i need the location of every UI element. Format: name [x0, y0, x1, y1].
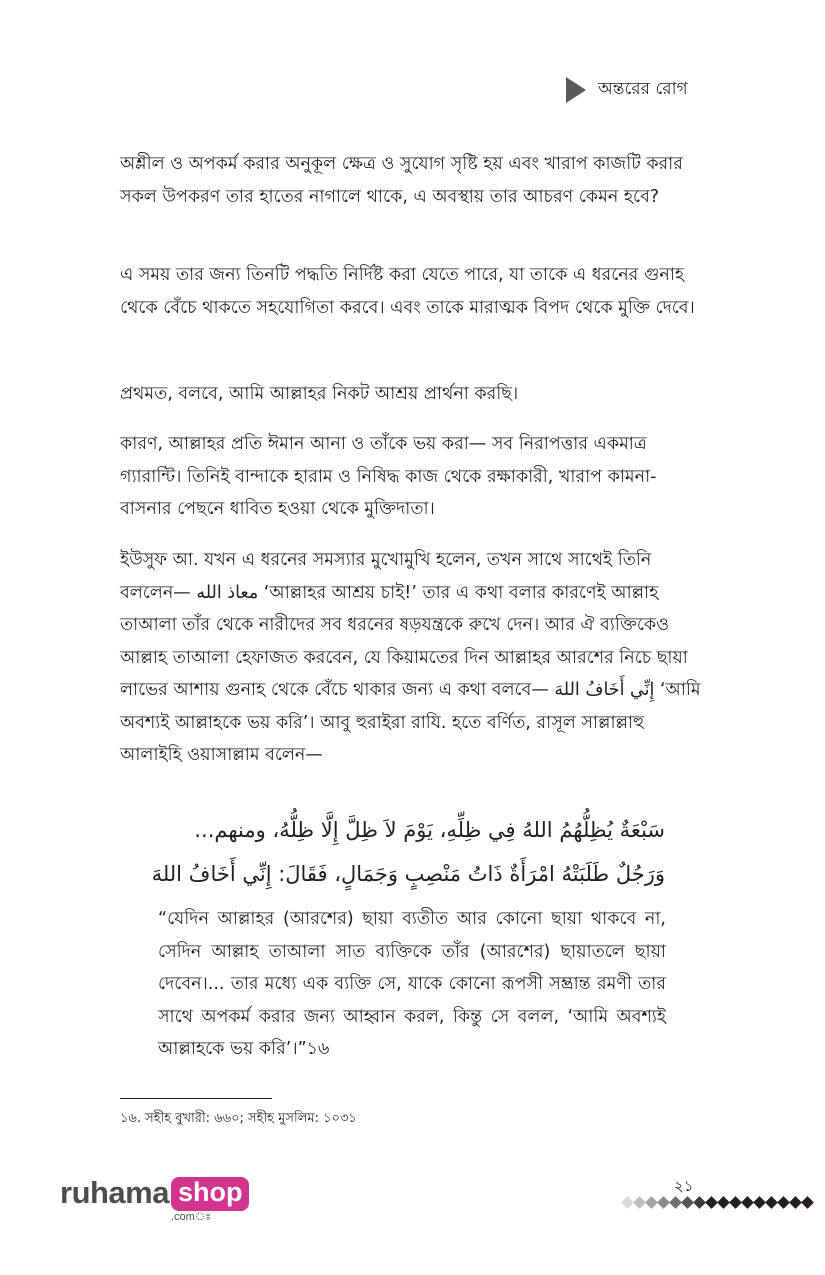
diamond-icon [645, 1196, 658, 1209]
paragraph-2: এ সময় তার জন্য তিনটি পদ্ধতি নির্দিষ্ট করা যেতে পারে, যা তাকে এ ধরনের গুনাহ থেকে বেঁচে থাকতে সহযোগিতা করবে। এবং তাকে মারাত্মক বিপদ থেকে মুক্তি দেবে। [120, 265, 695, 318]
footnote: ১৬. সহীহ বুখারী: ৬৬০; সহীহ মুসলিম: ১০৩১ [120, 1111, 357, 1126]
diamond-icon [801, 1196, 814, 1209]
logo-suffix: .comঃ [171, 1211, 212, 1223]
diamond-icon [705, 1196, 718, 1209]
chapter-title: অন্তরের রোগ [598, 79, 688, 99]
logo-word-shop: shop [171, 1177, 250, 1211]
paragraph-3: প্রথমত, বলবে, আমি আল্লাহর নিকট আশ্রয় প্রার্থনা করছি। [120, 384, 519, 404]
arabic-hadith-quote: سَبْعَةٌ يُظِلُّهُمُ اللهُ فِي ظِلِّهِ، يَوْمَ لاَ ظِلَّ إِلَّا ظِلُّهُ، ومنهم... وَرَجُلٌ طَلَبَتْهُ امْرَأَةٌ ذَاتُ مَنْصِبٍ وَجَمَالٍ، فَقَالَ: إِنِّي أَخَافُ اللهَ [151, 818, 665, 886]
diamond-icon [633, 1196, 646, 1209]
diamond-icon [717, 1196, 730, 1209]
decorative-diamond-row [622, 1198, 812, 1207]
diamond-icon [789, 1196, 802, 1209]
diamond-icon [657, 1196, 670, 1209]
footnote-divider [120, 1098, 272, 1099]
page-number: ২১ [674, 1177, 694, 1195]
paragraph-1: অশ্লীল ও অপকর্ম করার অনুকূল ক্ষেত্র ও সুযোগ সৃষ্টি হয় এবং খারাপ কাজটি করার সকল উপকরণ তার হাতের নাগালে থাকে, এ অবস্থায় তার আচরণ কেমন হবে? [120, 154, 683, 207]
diamond-icon [681, 1196, 694, 1209]
diamond-icon [741, 1196, 754, 1209]
play-triangle-icon [566, 77, 586, 103]
diamond-icon [669, 1196, 682, 1209]
ruhamashop-logo [60, 1175, 249, 1223]
paragraph-4: কারণ, আল্লাহর প্রতি ঈমান আনা ও তাঁকে ভয় করা— সব নিরাপত্তার একমাত্র গ্যারান্টি। তিনিই বান্দাকে হারাম ও নিষিদ্ধ কাজ থেকে রক্ষাকারী, খারাপ কামনা-বাসনার পেছনে ধাবিত হওয়া থেকে মুক্তিদাতা। [120, 434, 657, 519]
diamond-icon [753, 1196, 766, 1209]
diamond-icon [729, 1196, 742, 1209]
diamond-icon [765, 1196, 778, 1209]
running-header [566, 76, 688, 104]
diamond-icon [777, 1196, 790, 1209]
paragraph-5: ইউসুফ আ. যখন এ ধরনের সমস্যার মুখোমুখি হলেন, তখন সাথে সাথেই তিনি বললেন— معاذ الله ‘আল্লাহর আশ্রয় চাই!’ তার এ কথা বলার কারণেই আল্লাহ তাআলা তাঁর থেকে নারীদের সব ধরনের ষড়যন্ত্রকে রুখে দেন। আর ঐ ব্যক্তিকেও আল্লাহ তাআলা হেফাজত করবেন, যে কিয়ামতের দিন আল্লাহর আরশের নিচে ছায়া লাভের আশায় গুনাহ থেকে বেঁচে থাকার জন্য এ কথা বলবে— إِنِّي أَخَافُ اللهَ ‘আমি অবশ্যই আল্লাহকে ভয় করি’। আবু হুরাইরা রাযি. হতে বর্ণিত, রাসূল সাল্লাল্লাহু আলাইহি ওয়াসাল্লাম বলেন— [120, 550, 701, 765]
diamond-icon [693, 1196, 706, 1209]
hadith-translation: “যেদিন আল্লাহর (আরশের) ছায়া ব্যতীত আর কোনো ছায়া থাকবে না, সেদিন আল্লাহ তাআলা সাত ব্যক্তিকে তাঁর (আরশের) ছায়াতলে ছায়া দেবেন।... তার মধ্যে এক ব্যক্তি সে, যাকে কোনো রূপসী সম্ভ্রান্ত রমণী তার সাথে অপকর্ম করার জন্য আহ্বান করল, কিন্তু সে বলল, ‘আমি অবশ্যই আল্লাহকে ভয় করি’।”১৬ [158, 909, 666, 1059]
diamond-icon [621, 1196, 634, 1209]
logo-word-ruhama: ruhama [60, 1175, 169, 1210]
